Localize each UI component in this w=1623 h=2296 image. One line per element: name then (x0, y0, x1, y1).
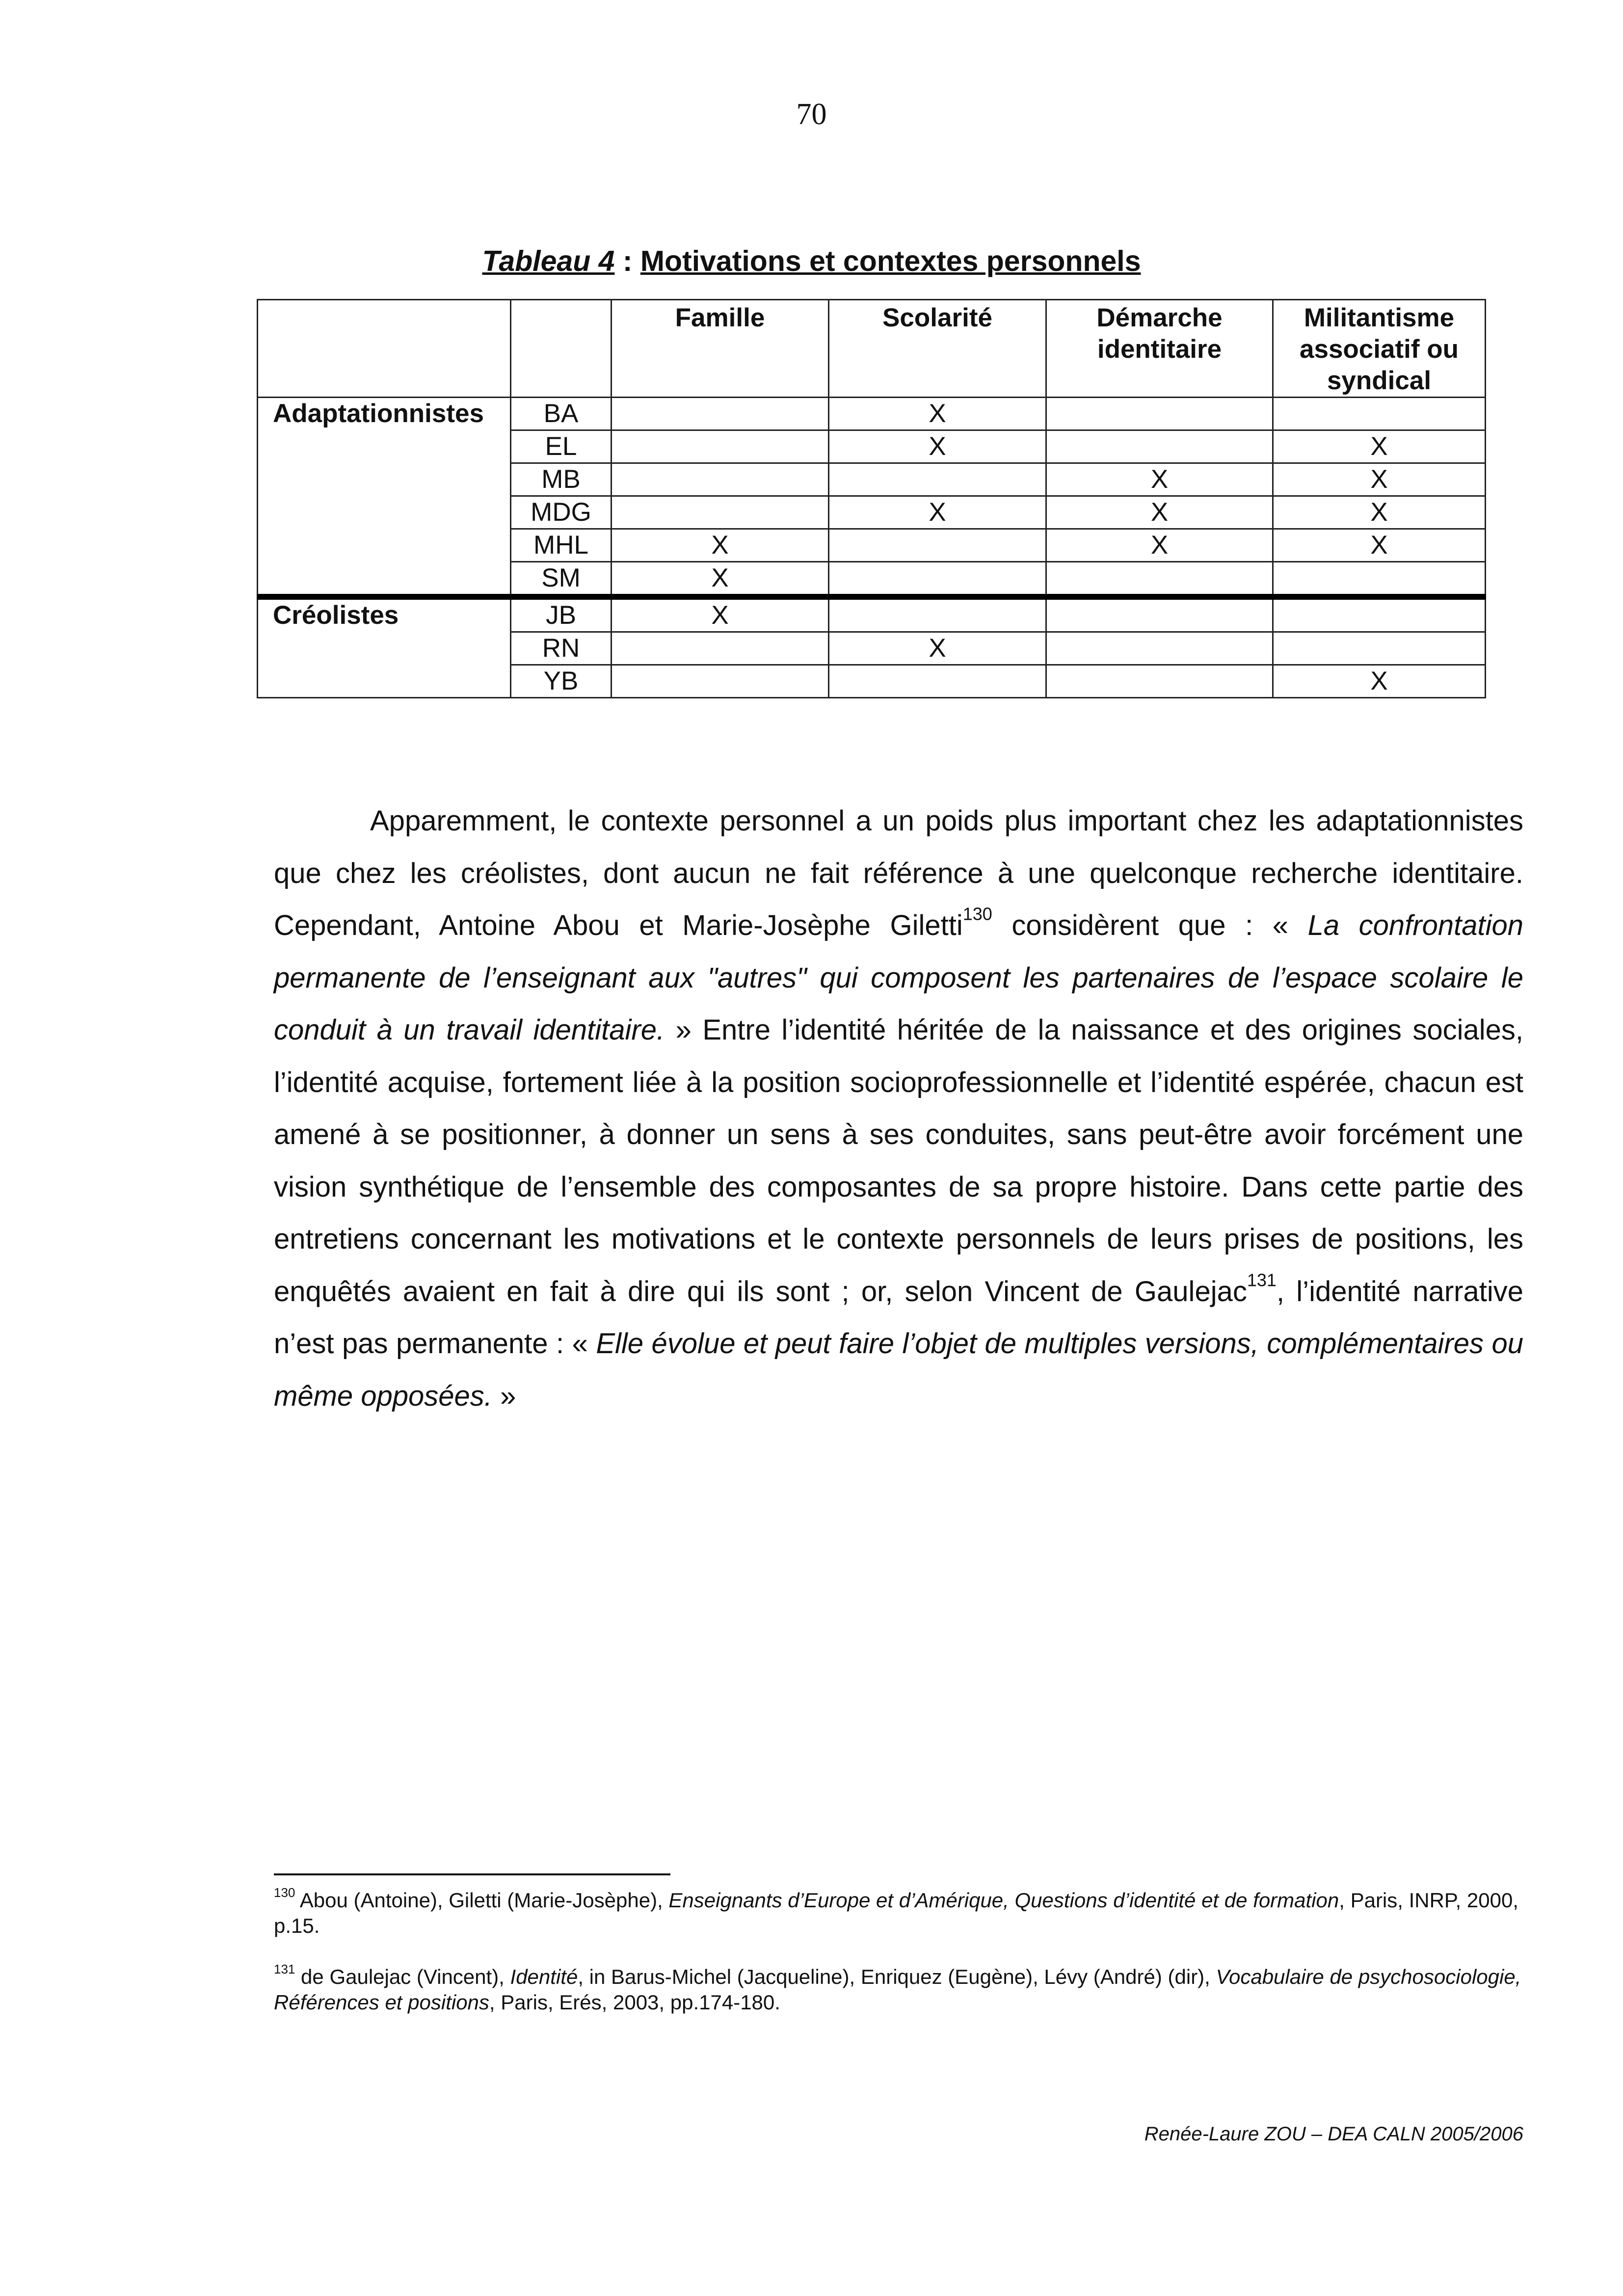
table-cell (1046, 398, 1273, 430)
row-code: MDG (511, 496, 612, 529)
table-caption-separator: : (614, 245, 640, 277)
header-militantisme: Militantisme associatif ou syndical (1273, 300, 1486, 398)
quote-gaulejac: Elle évolue et peut faire l’objet de multiples versions, complémentaires ou même opposées. (274, 1328, 1523, 1412)
table-cell: X (1046, 496, 1273, 529)
group-label-adaptationnistes: Adaptationnistes (258, 398, 511, 430)
group-spacer (258, 463, 511, 496)
table-cell: X (1273, 430, 1486, 463)
table-cell (612, 496, 829, 529)
table-row (258, 597, 1486, 632)
table-row (258, 632, 1486, 665)
group-spacer (258, 665, 511, 698)
footnotes (274, 1885, 1523, 2041)
body-text-5: » (492, 1380, 516, 1412)
table-cell: X (1273, 463, 1486, 496)
page-number: 70 (796, 98, 827, 131)
table-cell (1046, 562, 1273, 597)
body-text-3: » Entre l’identité héritée de la naissance et des origines sociales, l’identité acquise, fortement liée à la position socioprofessionnelle et l’identité espérée, chacun est amené à se positionner, à donner un sens à ses conduites, sans peut-être avoir forcément une vision synthétique de l’ensemble des composantes de sa propre histoire. Dans cette partie des entretiens concernant les motivations et le contexte personnels de leurs prises de positions, les enquêtés avaient en fait à dire qui ils sont ; or, selon Vincent de Gaulejac (274, 1014, 1523, 1308)
table-cell (1046, 632, 1273, 665)
table-cell: X (1046, 463, 1273, 496)
table-caption-title: Motivations et contextes personnels (640, 245, 1141, 277)
table-cell (829, 597, 1046, 632)
table-cell: X (612, 597, 829, 632)
body-text-1: Apparemment, le contexte personnel a un poids plus important chez les adaptationnistes que chez les créolistes, dont aucun ne fait référence à une quelconque recherche identitaire. Cependant, Antoine Abou et Marie-Josèphe Giletti (274, 805, 1523, 941)
footnote-title: Vocabulaire de psychosociologie, Références et positions (274, 1965, 1521, 2014)
row-code: EL (511, 430, 612, 463)
table-cell: X (829, 496, 1046, 529)
table-cell: X (829, 398, 1046, 430)
row-code: RN (511, 632, 612, 665)
footnote-title: Enseignants d’Europe et d’Amérique, Questions d’identité et de formation (668, 1889, 1339, 1912)
table-cell: X (1273, 496, 1486, 529)
body-paragraph (274, 795, 1523, 1422)
group-spacer (258, 632, 511, 665)
footnote-ref-131: 131 (1247, 1269, 1277, 1290)
footnote-number: 130 (274, 1885, 295, 1900)
table-cell (612, 398, 829, 430)
table-row (258, 463, 1486, 496)
group-spacer (258, 529, 511, 562)
table-cell (1273, 398, 1486, 430)
quote-abou-giletti: La confrontation permanente de l’enseignant aux "autres" qui composent les partenaires de l’espace scolaire le conduit à un travail identitaire. (274, 909, 1523, 1046)
table-row (258, 665, 1486, 698)
group-spacer (258, 562, 511, 597)
header-empty-group (258, 300, 511, 398)
table-cell: X (829, 632, 1046, 665)
table-cell: X (1273, 665, 1486, 698)
table-cell (612, 463, 829, 496)
footnote-separator (274, 1873, 670, 1875)
page-footer: Renée-Laure ZOU – DEA CALN 2005/2006 (1144, 2123, 1523, 2145)
table-header-row (258, 300, 1486, 398)
table-cell (829, 463, 1046, 496)
group-spacer (258, 430, 511, 463)
footnote-number: 131 (274, 1962, 295, 1977)
table-row (258, 398, 1486, 430)
footnote-text: , in Barus-Michel (Jacqueline), Enriquez (Eugène), Lévy (André) (dir), (578, 1965, 1216, 1988)
table-row (258, 529, 1486, 562)
table-cell: X (612, 529, 829, 562)
body-text-2: considèrent que : « (992, 909, 1308, 941)
table-cell: X (612, 562, 829, 597)
table-cell (1046, 430, 1273, 463)
row-code: BA (511, 398, 612, 430)
footnote-ref-130: 130 (962, 904, 992, 924)
table-cell (612, 632, 829, 665)
table-cell: X (1046, 529, 1273, 562)
footnote-text: Abou (Antoine), Giletti (Marie-Josèphe), (295, 1889, 669, 1912)
table-cell (1046, 665, 1273, 698)
table-caption-label: Tableau 4 (482, 245, 615, 277)
row-code: JB (511, 597, 612, 632)
table-cell (1273, 632, 1486, 665)
table-cell (1273, 597, 1486, 632)
footnote-text: de Gaulejac (Vincent), (295, 1965, 510, 1988)
table-cell (1046, 597, 1273, 632)
table-caption (0, 244, 1623, 278)
row-code: YB (511, 665, 612, 698)
table-cell: X (829, 430, 1046, 463)
header-famille: Famille (612, 300, 829, 398)
footnote-131 (274, 1964, 1523, 2015)
motivations-table (257, 299, 1486, 698)
header-empty-code (511, 300, 612, 398)
table-row (258, 430, 1486, 463)
row-code: SM (511, 562, 612, 597)
footnote-130 (274, 1885, 1523, 1939)
footnote-text: , Paris, Erés, 2003, pp.174-180. (489, 1991, 780, 2014)
table-row (258, 562, 1486, 597)
body-text-4: , l’identité narrative n’est pas permanente : « (274, 1275, 1523, 1360)
table-cell (612, 665, 829, 698)
footnote-title: Identité (510, 1965, 578, 1988)
table-cell (612, 430, 829, 463)
row-code: MB (511, 463, 612, 496)
table-cell (829, 665, 1046, 698)
table-row (258, 496, 1486, 529)
table-cell (1273, 562, 1486, 597)
table-cell: X (1273, 529, 1486, 562)
row-code: MHL (511, 529, 612, 562)
table-cell (829, 562, 1046, 597)
footnote-text: , Paris, INRP, 2000, p.15. (274, 1889, 1518, 1937)
group-label-creolistes: Créolistes (258, 597, 511, 632)
group-spacer (258, 496, 511, 529)
header-demarche-identitaire: Démarche identitaire (1046, 300, 1273, 398)
table-cell (829, 529, 1046, 562)
header-scolarite: Scolarité (829, 300, 1046, 398)
